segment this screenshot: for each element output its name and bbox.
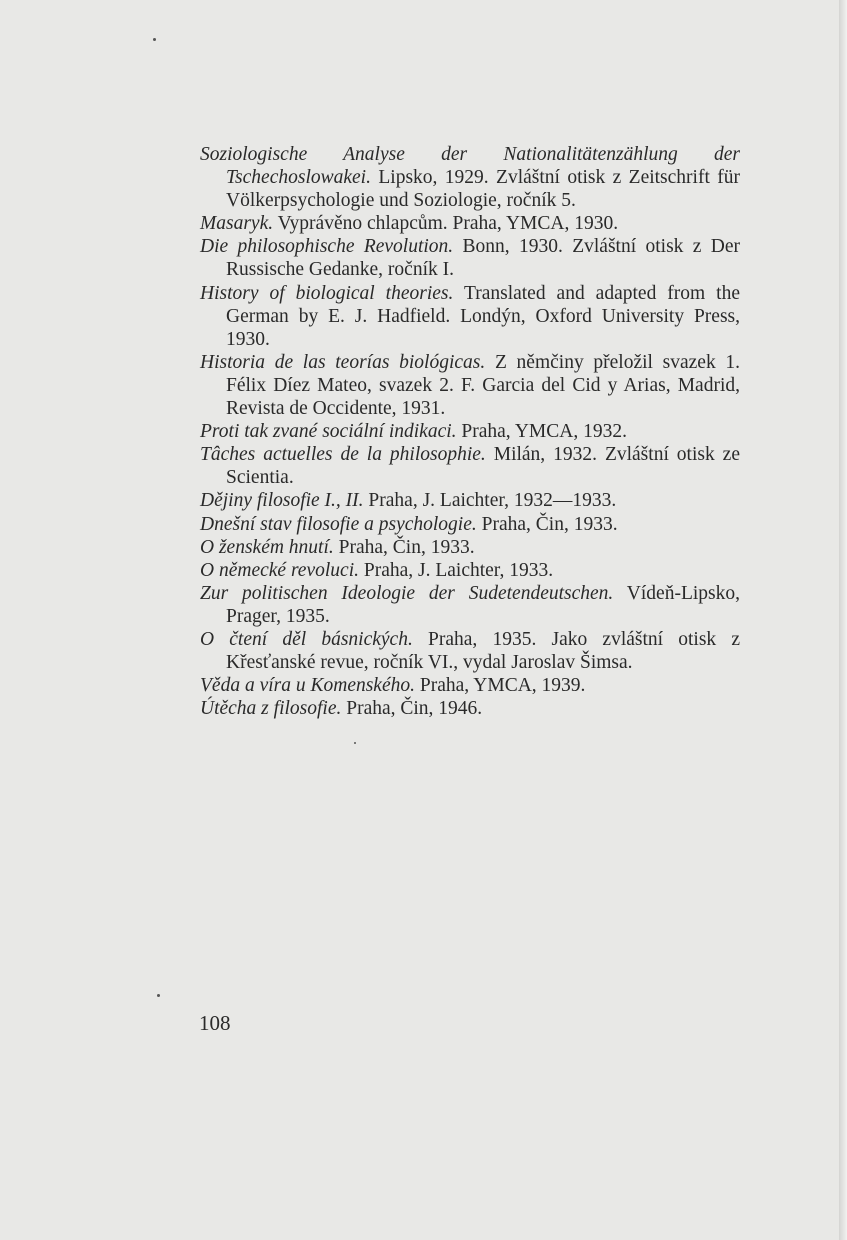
page-edge [839,0,847,1240]
bibliography-entry: Dějiny filosofie I., II. Praha, J. Laichter, 1932—1933. [200,490,617,512]
bibliography-entry: Proti tak zvané sociální indikaci. Praha, YMCA, 1932. [200,421,627,443]
bibliography-entry: Útěcha z filosofie. Praha, Čin, 1946. [200,698,483,720]
bibliography-entry: Historia de las teorías biológicas. Z němčiny přeložil svazek 1. Félix Díez Mateo, svazek 2. F. Garcia del Cid y Arias, Madrid, Revista de Occidente, 1931. [200,351,741,420]
bibliography-list [200,143,740,720]
bibliography-entry: Dnešní stav filosofie a psychologie. Praha, Čin, 1933. [200,513,618,535]
paper-speck [354,742,356,744]
bibliography-entry: Zur politischen Ideologie der Sudetendeutschen. Vídeň-Lipsko, Prager, 1935. [200,582,740,627]
paper-speck [153,38,156,41]
bibliography-entry: Věda a víra u Komenského. Praha, YMCA, 1939. [200,675,586,697]
paper-speck [157,994,160,997]
page-number: 108 [199,1011,231,1035]
bibliography-entry: O německé revoluci. Praha, J. Laichter, 1933. [200,559,554,581]
bibliography-entry: History of biological theories. Translated and adapted from the German by E. J. Hadfield. Londýn, Oxford University Press, 1930. [200,282,740,350]
bibliography-entry: O čtení děl básnických. Praha, 1935. Jako zvláštní otisk z Křesťanské revue, ročník VI., vydal Jaroslav Šimsa. [200,628,740,674]
bibliography-entry: Masaryk. Vyprávěno chlapcům. Praha, YMCA, 1930. [200,213,619,235]
bibliography-entry: Soziologische Analyse der Nationalitätenzählung der Tschechoslowakei. Lipsko, 1929. Zvláštní otisk z Zeitschrift für Völkerpsychologie und Soziologie, ročník 5. [200,144,740,212]
bibliography-entry: Tâches actuelles de la philosophie. Milán, 1932. Zvláštní otisk ze Scientia. [200,444,740,489]
bibliography-entry: O ženském hnutí. Praha, Čin, 1933. [200,536,475,558]
bibliography-entry: Die philosophische Revolution. Bonn, 1930. Zvláštní otisk z Der Russische Gedanke, ročník I. [200,236,740,281]
